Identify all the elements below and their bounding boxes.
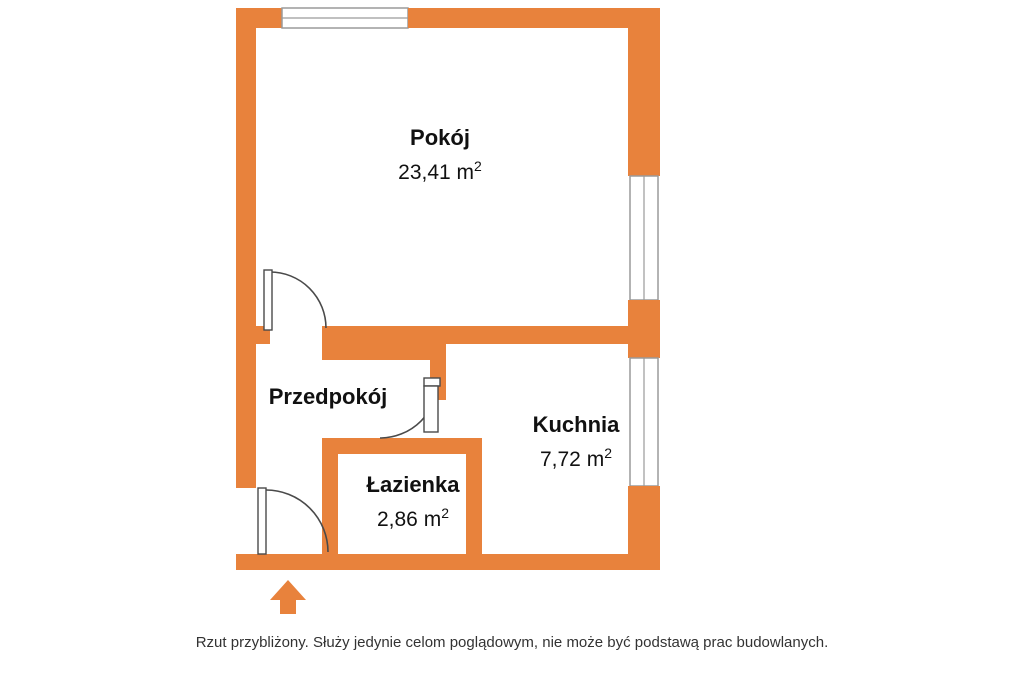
entrance-arrow: [270, 580, 306, 614]
room-label-kuchnia: [482, 411, 670, 474]
wall-hall-kitchen-top: [322, 344, 446, 360]
room-name-pokoj: Pokój: [410, 125, 470, 150]
room-area-value-lazienka: 2,86: [376, 508, 418, 531]
door-swing-pokoj: [270, 272, 326, 328]
room-area-value-pokoj: 23,41: [398, 161, 451, 184]
door-leaf-pokoj: [264, 270, 272, 330]
wall-left-outer: [236, 8, 256, 570]
room-label-pokoj: [340, 124, 540, 187]
wall-top-right: [408, 8, 660, 28]
room-area-unit-kuchnia: m: [586, 448, 605, 471]
room-label-lazienka: [333, 471, 493, 534]
door-leaf-kuchnia: [424, 378, 440, 386]
room-area-unit-pokoj: m: [456, 161, 475, 184]
door-swing-entrance: [266, 490, 328, 552]
room-area-kuchnia: [482, 439, 670, 474]
door-gap-entry: [236, 488, 256, 560]
room-name-przedpokoj: Przedpokój: [268, 384, 388, 409]
room-area-exponent-pokoj: 2: [474, 158, 482, 174]
room-area-value-kuchnia: 7,72: [539, 448, 581, 471]
room-area-exponent-lazienka: 2: [441, 505, 449, 521]
wall-bath-top: [322, 438, 482, 454]
room-name-kuchnia: Kuchnia: [532, 412, 620, 437]
room-area-unit-lazienka: m: [423, 508, 442, 531]
door-leaf-kuchnia-2: [424, 386, 438, 432]
wall-bottom: [236, 554, 660, 570]
plan-disclaimer: Rzut przybliżony. Służy jedynie celom poglądowym, nie może być podstawą prac budowlanych.: [195, 634, 829, 651]
room-area-lazienka: [333, 499, 493, 534]
room-area-exponent-kuchnia: 2: [604, 445, 612, 461]
room-label-przedpokoj: [252, 383, 404, 411]
room-area-pokoj: [340, 152, 540, 187]
room-name-lazienka: Łazienka: [366, 472, 460, 497]
wall-right-seg1: [628, 8, 660, 176]
wall-pokoj-bottom: [322, 326, 660, 344]
door-leaf-entrance: [258, 488, 266, 554]
